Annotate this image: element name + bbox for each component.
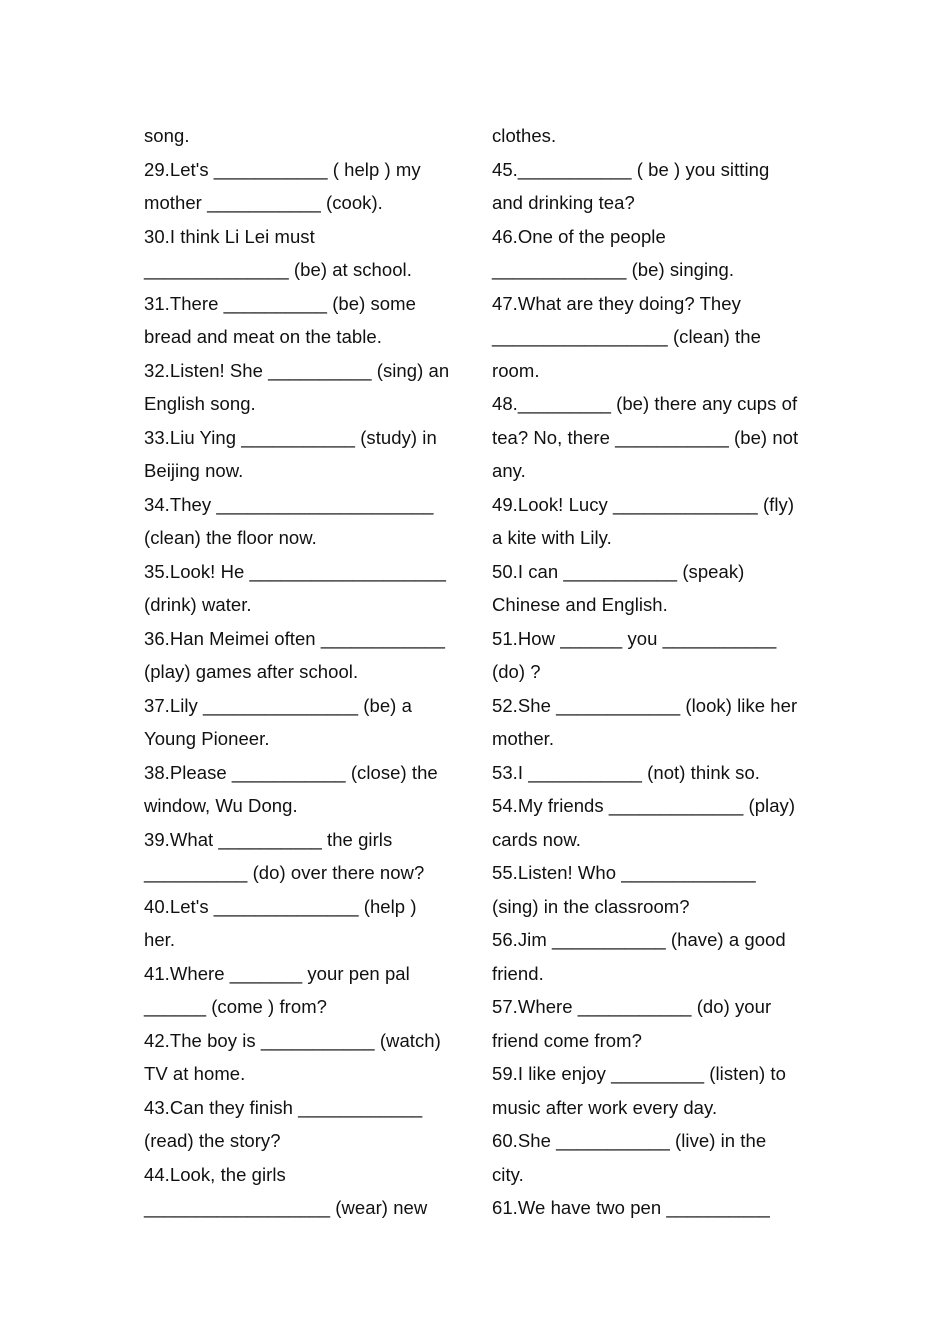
exercise-line: 57.Where ___________ (do) your (492, 996, 772, 1017)
exercise-line: 46.One of the people (492, 225, 666, 247)
exercise-line: 60.She ___________ (live) in the (492, 1130, 767, 1151)
exercise-line: __________________ (wear) new (144, 1197, 428, 1218)
exercise-line: 31.There __________ (be) some (144, 292, 416, 314)
exercise-line: 30.I think Li Lei must (144, 225, 315, 247)
exercise-line: 51.How ______ you ___________ (492, 627, 777, 649)
exercise-line: (do) ? (492, 661, 541, 682)
exercise-line: (read) the story? (144, 1130, 281, 1151)
exercise-line: 29.Let's ___________ ( help ) my (144, 158, 421, 180)
exercise-line: city. (492, 1163, 524, 1185)
exercise-line: Chinese and English. (492, 594, 668, 615)
exercise-line: 56.Jim ___________ (have) a good (492, 929, 786, 950)
exercise-line: and drinking tea? (492, 192, 635, 213)
exercise-line: TV at home. (144, 1063, 246, 1084)
exercise-line: (sing) in the classroom? (492, 895, 690, 917)
exercise-line: her. (144, 929, 176, 950)
exercise-line: 36.Han Meimei often ____________ (144, 627, 445, 649)
exercise-line: 43.Can they finish ____________ (144, 1096, 423, 1118)
left-column (144, 119, 474, 1225)
exercise-line: music after work every day. (492, 1096, 718, 1118)
exercise-line: mother ___________ (cook). (144, 192, 383, 213)
exercise-line: 33.Liu Ying ___________ (study) in (144, 426, 437, 448)
exercise-line: tea? No, there ___________ (be) not (492, 426, 799, 448)
exercise-line: Beijing now. (144, 460, 244, 481)
exercise-line: 32.Listen! She __________ (sing) an (144, 359, 450, 381)
exercise-line: song. (144, 125, 190, 146)
exercise-line: __________ (do) over there now? (144, 862, 425, 883)
exercise-line: _________________ (clean) the (492, 326, 761, 347)
exercise-line: 47.What are they doing? They (492, 292, 741, 314)
exercise-line: 37.Lily _______________ (be) a (144, 694, 412, 716)
exercise-line: any. (492, 460, 526, 481)
exercise-line: friend come from? (492, 1029, 642, 1051)
exercise-line: 54.My friends _____________ (play) (492, 795, 796, 816)
exercise-line: 44.Look, the girls (144, 1163, 286, 1185)
exercise-line: 61.We have two pen __________ (492, 1197, 770, 1218)
exercise-line: 53.I ___________ (not) think so. (492, 761, 760, 783)
exercise-line: 50.I can ___________ (speak) (492, 560, 745, 582)
exercise-line: ______________ (be) at school. (144, 259, 412, 280)
exercise-line: 42.The boy is ___________ (watch) (144, 1029, 441, 1051)
exercise-line: 52.She ____________ (look) like her (492, 694, 798, 716)
exercise-line: 48._________ (be) there any cups of (492, 393, 798, 414)
exercise-line: English song. (144, 393, 256, 414)
exercise-line: 41.Where _______ your pen pal (144, 962, 410, 984)
right-column (492, 119, 812, 1225)
exercise-line: (drink) water. (144, 594, 252, 615)
exercise-line: 45.___________ ( be ) you sitting (492, 158, 770, 180)
exercise-line: 39.What __________ the girls (144, 828, 393, 850)
exercise-line: 49.Look! Lucy ______________ (fly) (492, 493, 795, 515)
exercise-line: (play) games after school. (144, 661, 359, 682)
exercise-line: ______ (come ) from? (144, 996, 328, 1017)
exercise-line: cards now. (492, 828, 581, 850)
exercise-line: friend. (492, 962, 544, 984)
exercise-line: (clean) the floor now. (144, 527, 317, 548)
exercise-line: window, Wu Dong. (144, 795, 298, 816)
exercise-line: bread and meat on the table. (144, 326, 382, 347)
exercise-line: room. (492, 359, 540, 381)
exercise-line: Young Pioneer. (144, 728, 270, 749)
exercise-line: 55.Listen! Who _____________ (492, 862, 756, 883)
exercise-line: 40.Let's ______________ (help ) (144, 895, 417, 917)
exercise-line: 38.Please ___________ (close) the (144, 761, 438, 783)
exercise-line: 35.Look! He ___________________ (144, 560, 446, 582)
exercise-line: clothes. (492, 125, 557, 146)
exercise-line: a kite with Lily. (492, 527, 612, 548)
exercise-line: 59.I like enjoy _________ (listen) to (492, 1063, 786, 1084)
exercise-line: mother. (492, 728, 555, 749)
exercise-line: 34.They _____________________ (144, 493, 434, 515)
exercise-line: _____________ (be) singing. (492, 259, 735, 280)
